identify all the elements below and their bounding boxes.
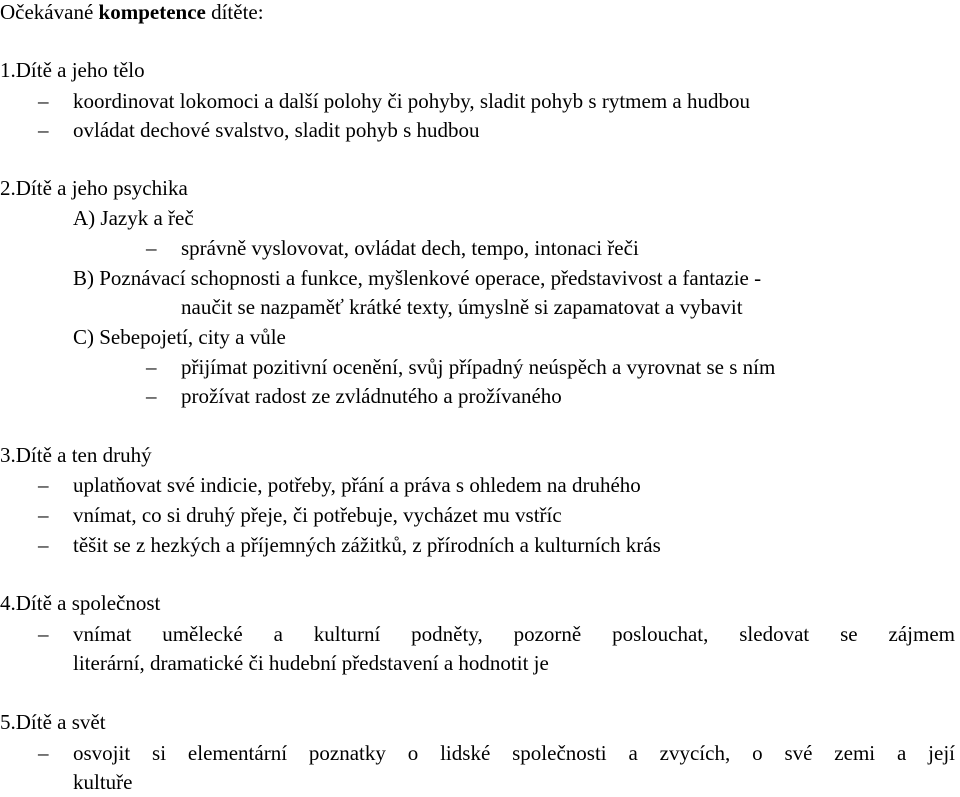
list-item-text: prožívat radost ze zvládnutého a prožívaného <box>181 384 562 408</box>
subsection-c-title: C) Sebepojetí, city a vůle <box>73 325 286 349</box>
subsection-b-continuation: naučit se nazpaměť krátké texty, úmyslně si zapamatovat a vybavit <box>181 295 743 319</box>
dash-bullet: – <box>146 384 157 408</box>
subsection-b-title: B) Poznávací schopnosti a funkce, myšlenkové operace, představivost a fantazie - <box>73 266 762 290</box>
list-item-text: těšit se z hezkých a příjemných zážitků, z přírodních a kulturních krás <box>73 533 661 557</box>
section-5-title: 5.Dítě a svět <box>0 710 106 734</box>
dash-bullet: – <box>38 118 49 142</box>
list-item <box>0 619 960 649</box>
list-item-continuation: literární, dramatické či hudební představení a hodnotit je <box>73 651 549 675</box>
list-item-text: vnímat, co si druhý přeje, či potřebuje, vycházet mu vstříc <box>73 503 562 527</box>
list-item-continuation: kultuře <box>73 770 133 794</box>
heading-bold: kompetence <box>98 0 206 24</box>
list-item <box>0 470 960 500</box>
section-4-title: 4.Dítě a společnost <box>0 591 161 615</box>
section-1-title: 1.Dítě a jeho tělo <box>0 58 145 82</box>
list-item-text: osvojit si elementární poznatky o lidské společnosti a zvycích, o své zemi a její <box>73 741 955 765</box>
list-item-text: přijímat pozitivní ocenění, svůj případný neúspěch a vyrovnat se s ním <box>181 355 776 379</box>
dash-bullet: – <box>38 533 49 557</box>
dash-bullet: – <box>38 622 49 646</box>
section-2-title: 2.Dítě a jeho psychika <box>0 176 188 200</box>
dash-bullet: – <box>38 741 49 765</box>
page-heading <box>0 0 264 27</box>
list-item <box>0 530 960 560</box>
list-item <box>0 500 960 530</box>
list-item <box>0 352 960 382</box>
list-item-text: ovládat dechové svalstvo, sladit pohyb s hudbou <box>73 118 480 142</box>
list-item <box>0 86 960 116</box>
list-item-text: koordinovat lokomoci a další polohy či pohyby, sladit pohyb s rytmem a hudbou <box>73 89 750 113</box>
dash-bullet: – <box>38 503 49 527</box>
section-3-title: 3.Dítě a ten druhý <box>0 443 152 467</box>
list-item-text: správně vyslovovat, ovládat dech, tempo, intonaci řeči <box>181 236 639 260</box>
dash-bullet: – <box>146 236 157 260</box>
dash-bullet: – <box>146 355 157 379</box>
list-item <box>0 738 960 768</box>
dash-bullet: – <box>38 89 49 113</box>
list-item <box>0 233 960 263</box>
list-item-text: vnímat umělecké a kulturní podněty, pozorně poslouchat, sledovat se zájmem <box>73 622 955 646</box>
subsection-a-title: A) Jazyk a řeč <box>73 206 194 230</box>
list-item-text: uplatňovat své indicie, potřeby, přání a práva s ohledem na druhého <box>73 473 641 497</box>
dash-bullet: – <box>38 473 49 497</box>
list-item <box>0 115 960 145</box>
list-item <box>0 381 960 411</box>
heading-suffix: dítěte: <box>205 0 264 24</box>
heading-prefix: Očekávané <box>0 0 99 24</box>
